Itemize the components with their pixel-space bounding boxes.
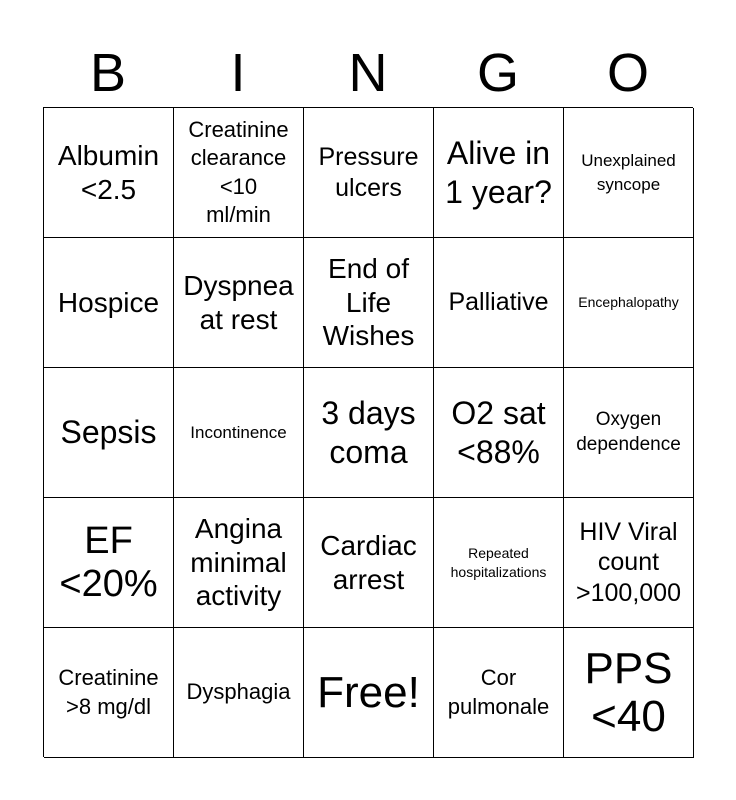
header-letter-b: B bbox=[89, 43, 127, 103]
bingo-cell-r1-c2[interactable]: End of Life Wishes bbox=[304, 238, 434, 368]
bingo-cell-r0-c0[interactable]: Albumin <2.5 bbox=[44, 108, 174, 238]
bingo-cell-r1-c3[interactable]: Palliative bbox=[434, 238, 564, 368]
bingo-cell-r0-c4[interactable]: Unexplained syncope bbox=[564, 108, 694, 238]
bingo-cell-r3-c1[interactable]: Angina minimal activity bbox=[174, 498, 304, 628]
header-letter-g: G bbox=[476, 43, 519, 103]
bingo-cell-free[interactable]: Free! bbox=[304, 628, 434, 758]
bingo-cell-r3-c4[interactable]: HIV Viral count >100,000 bbox=[564, 498, 694, 628]
bingo-cell-r2-c1[interactable]: Incontinence bbox=[174, 368, 304, 498]
bingo-cell-r0-c1[interactable]: Creatinine clearance <10 ml/min bbox=[174, 108, 304, 238]
bingo-cell-r2-c0[interactable]: Sepsis bbox=[44, 368, 174, 498]
bingo-cell-r4-c1[interactable]: Dysphagia bbox=[174, 628, 304, 758]
bingo-cell-r0-c3[interactable]: Alive in 1 year? bbox=[434, 108, 564, 238]
bingo-cell-r4-c4[interactable]: PPS <40 bbox=[564, 628, 694, 758]
header-letter-o: O bbox=[606, 43, 649, 103]
bingo-cell-r3-c2[interactable]: Cardiac arrest bbox=[304, 498, 434, 628]
bingo-cell-r0-c2[interactable]: Pressure ulcers bbox=[304, 108, 434, 238]
bingo-cell-r1-c0[interactable]: Hospice bbox=[44, 238, 174, 368]
header-letter-i: I bbox=[230, 43, 246, 103]
bingo-cell-r4-c0[interactable]: Creatinine >8 mg/dl bbox=[44, 628, 174, 758]
bingo-cell-r2-c2[interactable]: 3 days coma bbox=[304, 368, 434, 498]
bingo-header bbox=[43, 38, 693, 108]
bingo-cell-r2-c4[interactable]: Oxygen dependence bbox=[564, 368, 694, 498]
bingo-cell-r3-c3[interactable]: Repeated hospitalizations bbox=[434, 498, 564, 628]
bingo-board bbox=[43, 107, 693, 757]
bingo-cell-r1-c1[interactable]: Dyspnea at rest bbox=[174, 238, 304, 368]
bingo-cell-r2-c3[interactable]: O2 sat <88% bbox=[434, 368, 564, 498]
bingo-cell-r3-c0[interactable]: EF <20% bbox=[44, 498, 174, 628]
header-letter-n: N bbox=[348, 43, 388, 103]
bingo-cell-r1-c4[interactable]: Encephalopathy bbox=[564, 238, 694, 368]
bingo-cell-r4-c3[interactable]: Cor pulmonale bbox=[434, 628, 564, 758]
